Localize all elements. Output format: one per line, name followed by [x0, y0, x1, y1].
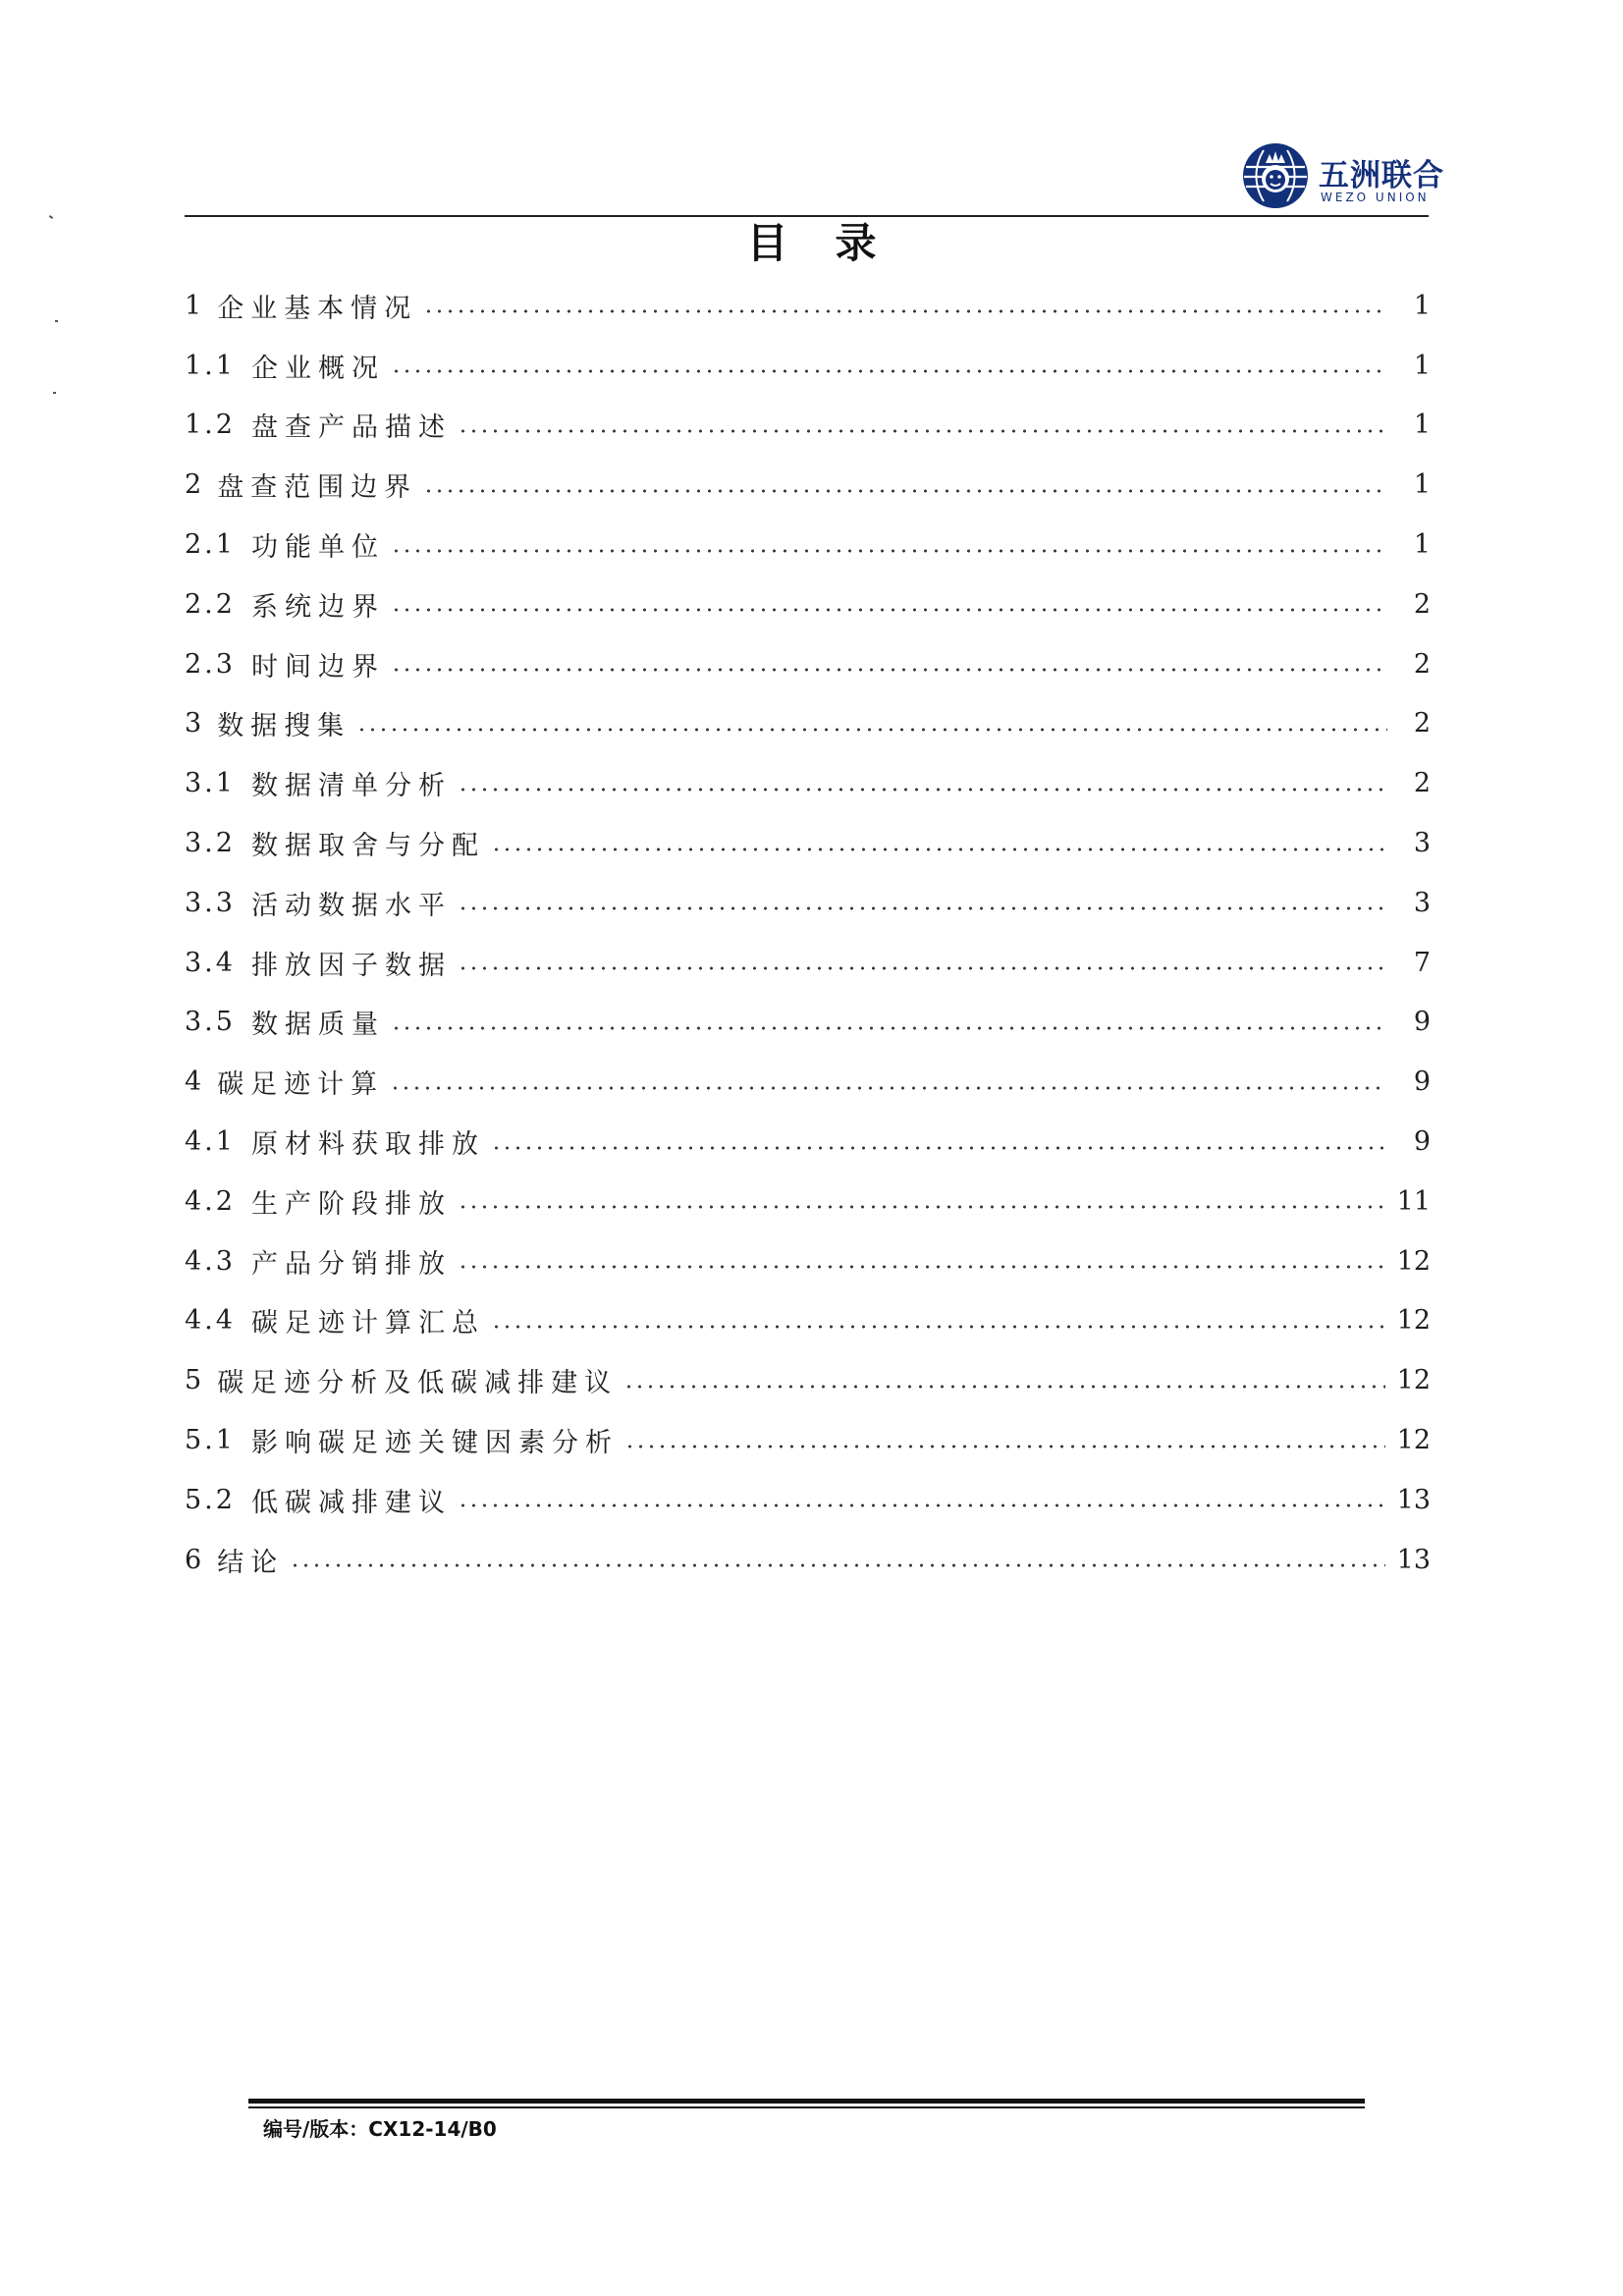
toc-entry-title: 数据清单分析 [250, 771, 452, 802]
toc-entry-number: 1.1 [185, 350, 236, 381]
toc-entry-page: 12 [1396, 1365, 1431, 1396]
toc-entry-title: 数据取舍与分配 [250, 831, 485, 862]
toc-entry-number: 1 [185, 290, 204, 321]
toc-dot-leader [391, 608, 1387, 612]
toc-entry-title: 产品分销排放 [250, 1248, 452, 1280]
toc-dot-leader [423, 489, 1387, 493]
toc-entry-title: 低碳减排建议 [250, 1487, 452, 1518]
toc-entry-number: 5.1 [185, 1425, 236, 1456]
footer-rule-thin [248, 2106, 1365, 2108]
toc-entry-page: 9 [1413, 1007, 1431, 1038]
table-of-contents [185, 276, 1431, 1590]
toc-entry[interactable] [185, 873, 1431, 933]
toc-entry-page: 3 [1413, 887, 1431, 918]
toc-dot-leader [491, 1325, 1385, 1329]
toc-dot-leader [391, 369, 1387, 373]
toc-entry[interactable] [185, 1172, 1431, 1231]
toc-entry[interactable] [185, 813, 1431, 873]
toc-entry-number: 3.5 [185, 1007, 236, 1038]
toc-entry-number: 5 [185, 1365, 204, 1396]
toc-entry-number: 3.3 [185, 887, 236, 918]
toc-entry-number: 3 [185, 708, 204, 739]
toc-entry-page: 11 [1396, 1185, 1431, 1217]
toc-entry-number: 2.3 [185, 648, 236, 680]
toc-entry-title: 碳足迹分析及低碳减排建议 [217, 1368, 619, 1399]
toc-entry-page: 2 [1413, 588, 1431, 620]
toc-title: 目录 [746, 219, 924, 267]
toc-entry-number: 2.2 [185, 588, 236, 620]
toc-dot-leader [458, 1265, 1385, 1269]
toc-dot-leader [290, 1563, 1384, 1567]
toc-entry-number: 6 [185, 1544, 204, 1575]
toc-entry-page: 12 [1396, 1305, 1431, 1337]
toc-entry-page: 12 [1396, 1425, 1431, 1456]
toc-dot-leader [458, 966, 1387, 970]
toc-entry-page: 3 [1413, 828, 1431, 859]
toc-dot-leader [423, 309, 1387, 313]
toc-entry-title: 原材料获取排放 [250, 1129, 485, 1161]
logo-name-cn: 五洲联合 [1319, 158, 1444, 193]
toc-dot-leader [624, 1445, 1385, 1449]
toc-dot-leader [458, 429, 1387, 433]
toc-dot-leader [458, 1205, 1385, 1209]
toc-entry-title: 生产阶段排放 [250, 1188, 452, 1220]
toc-entry-title: 碳足迹计算汇总 [250, 1308, 485, 1339]
toc-dot-leader [391, 1026, 1387, 1030]
toc-dot-leader [491, 1146, 1387, 1150]
toc-dot-leader [458, 1503, 1385, 1507]
toc-entry[interactable] [185, 1530, 1431, 1590]
scan-mark [55, 320, 58, 322]
toc-entry-page: 13 [1396, 1484, 1431, 1515]
toc-entry-number: 2.1 [185, 529, 236, 561]
toc-entry-title: 企业概况 [250, 353, 385, 384]
lion-globe-emblem-icon [1240, 140, 1311, 211]
toc-entry[interactable] [185, 1350, 1431, 1410]
toc-dot-leader [391, 668, 1387, 672]
toc-entry-title: 数据质量 [250, 1010, 385, 1041]
toc-entry[interactable] [185, 276, 1431, 336]
toc-entry-number: 3.2 [185, 828, 236, 859]
toc-dot-leader [391, 549, 1387, 553]
toc-dot-leader [458, 906, 1387, 910]
toc-entry-page: 2 [1413, 708, 1431, 739]
toc-entry-number: 4.3 [185, 1245, 236, 1277]
scan-mark [53, 392, 56, 394]
toc-entry-page: 2 [1413, 768, 1431, 799]
toc-dot-leader [390, 1086, 1387, 1090]
toc-entry-page: 12 [1396, 1245, 1431, 1277]
toc-entry[interactable] [185, 336, 1431, 396]
toc-entry[interactable] [185, 993, 1431, 1053]
toc-entry-number: 3.4 [185, 947, 236, 978]
toc-entry-title: 数据搜集 [217, 711, 352, 742]
toc-entry-title: 盘查产品描述 [250, 412, 452, 444]
toc-entry-page: 1 [1413, 350, 1431, 381]
toc-entry-number: 5.2 [185, 1484, 236, 1515]
toc-entry-number: 4.4 [185, 1305, 236, 1337]
toc-entry[interactable] [185, 694, 1431, 754]
toc-entry-title: 活动数据水平 [250, 890, 452, 921]
toc-entry-number: 4.2 [185, 1185, 236, 1217]
toc-entry[interactable] [185, 515, 1431, 574]
toc-entry[interactable] [185, 1112, 1431, 1172]
company-logo [1240, 140, 1444, 213]
toc-dot-leader [623, 1385, 1384, 1389]
toc-entry-number: 4.1 [185, 1126, 236, 1158]
toc-entry-page: 13 [1396, 1544, 1431, 1575]
toc-entry[interactable] [185, 1052, 1431, 1112]
toc-entry-page: 1 [1413, 410, 1431, 441]
toc-entry[interactable] [185, 1470, 1431, 1530]
toc-entry[interactable] [185, 634, 1431, 694]
toc-entry[interactable] [185, 1231, 1431, 1291]
toc-entry-page: 1 [1413, 290, 1431, 321]
toc-entry-number: 4 [185, 1066, 204, 1098]
toc-entry-title: 结论 [217, 1547, 285, 1578]
toc-entry[interactable] [185, 933, 1431, 993]
footer-rule-thick [248, 2099, 1365, 2104]
toc-dot-leader [356, 728, 1387, 732]
toc-entry-title: 时间边界 [250, 651, 385, 683]
toc-entry-number: 3.1 [185, 768, 236, 799]
toc-entry[interactable] [185, 455, 1431, 515]
toc-entry-number: 1.2 [185, 410, 236, 441]
toc-entry-title: 排放因子数据 [250, 950, 452, 981]
toc-entry[interactable] [185, 1291, 1431, 1351]
toc-entry-title: 碳足迹计算 [217, 1069, 385, 1101]
toc-entry-title: 盘查范围边界 [217, 472, 418, 504]
toc-entry-page: 7 [1413, 947, 1431, 978]
toc-entry-page: 2 [1413, 648, 1431, 680]
document-code: 编号/版本：CX12-14/B0 [263, 2117, 497, 2141]
toc-entry-page: 9 [1413, 1126, 1431, 1158]
toc-entry[interactable] [185, 396, 1431, 456]
toc-entry-title: 功能单位 [250, 532, 385, 564]
toc-entry-title: 企业基本情况 [217, 293, 418, 324]
toc-entry[interactable] [185, 1410, 1431, 1470]
toc-entry-title: 影响碳足迹关键因素分析 [250, 1428, 619, 1459]
toc-entry-number: 2 [185, 469, 204, 501]
logo-name-en: WEZO UNION [1321, 191, 1430, 204]
toc-dot-leader [491, 847, 1387, 851]
toc-entry[interactable] [185, 753, 1431, 813]
toc-entry-title: 系统边界 [250, 591, 385, 623]
toc-dot-leader [458, 788, 1387, 792]
toc-entry[interactable] [185, 574, 1431, 634]
toc-entry-page: 1 [1413, 529, 1431, 561]
toc-entry-page: 1 [1413, 469, 1431, 501]
toc-entry-page: 9 [1413, 1066, 1431, 1098]
